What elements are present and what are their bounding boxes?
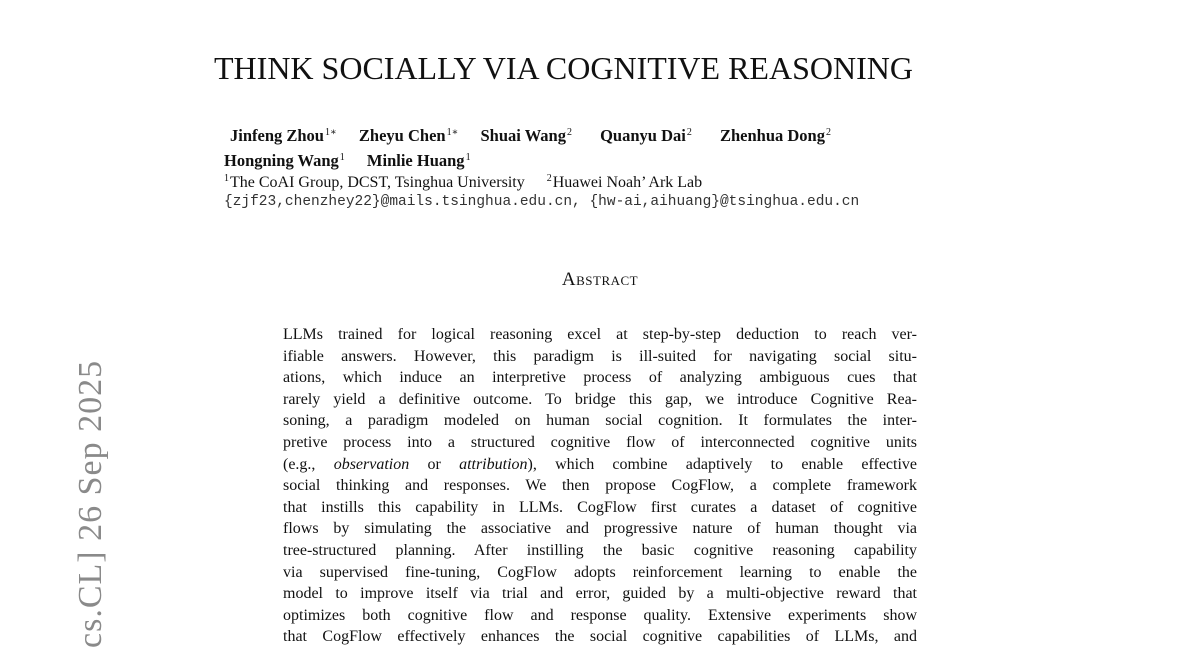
author: Zhenhua Dong$^2$	[719, 126, 831, 145]
author: Quanyu Dai$^2$	[600, 126, 692, 145]
author: Jinfeng Zhou$^{1∗}$	[230, 126, 337, 145]
abstract-line: via supervised fine-tuning, CogFlow adopts reinforcement learning to enable the	[283, 563, 917, 581]
abstract-line: that CogFlow effectively enhances the social cognitive capabilities of LLMs, and	[283, 628, 917, 646]
paper-title	[214, 48, 913, 88]
author: Zheyu Chen$^{1∗}$	[358, 126, 459, 145]
arxiv-side-stamp: cs.CL] 26 Sep 2025	[72, 359, 109, 648]
abstract-line: tree-structured planning. After instilling the basic cognitive reasoning capability	[283, 541, 917, 559]
author: Shuai Wang$^2$	[480, 126, 572, 145]
affiliation: $^1$The CoAI Group, DCST, Tsinghua University	[224, 173, 525, 191]
abstract-heading: Abstract	[561, 269, 639, 290]
author-emails[interactable]: {zjf23,chenzhey22}@mails.tsinghua.edu.cn, {hw-ai,aihuang}@tsinghua.edu.cn	[224, 194, 860, 210]
affiliation: $^2$Huawei Noah’ Ark Lab	[546, 173, 703, 191]
title-char: S	[321, 50, 340, 86]
abstract-line: ifiable answers. However, this paradigm is ill-suited for navigating social situ-	[283, 347, 917, 365]
abstract-line: optimizes both cognitive flow and response quality. Extensive experiments show	[283, 606, 917, 624]
title-word: EASONING	[749, 50, 913, 86]
abstract-line: flows by simulating the associative and progressive nature of human thought via	[283, 520, 917, 538]
abstract-line: model to improve itself via trial and error, guided by a multi-objective reward that	[283, 585, 917, 603]
title-word: OCIALLY VIA	[339, 50, 546, 86]
title-word: OGNITIVE	[567, 50, 729, 86]
abstract-line: LLMs trained for logical reasoning excel at step-by-step deduction to reach ver-	[283, 326, 917, 343]
author: Hongning Wang$^1$	[224, 151, 345, 170]
title-char: T	[214, 50, 234, 86]
abstract-line: that instills this capability in LLMs. CogFlow first curates a dataset of cognitive	[283, 498, 917, 516]
abstract-line: ations, which induce an interpretive process of analyzing ambiguous cues that	[283, 369, 917, 387]
author-line-1	[224, 122, 984, 147]
author-list	[224, 122, 984, 172]
abstract-line: rarely yield a definitive outcome. To bridge this gap, we introduce Cognitive Rea-	[283, 390, 917, 408]
abstract-line: social thinking and responses. We then propose CogFlow, a complete framework	[283, 477, 917, 495]
abstract-line: soning, a paradigm modeled on human social cognition. It formulates the inter-	[283, 412, 917, 430]
author: Minlie Huang$^1$	[366, 151, 471, 170]
abstract-line: pretive process into a structured cognitive flow of interconnected cognitive units	[283, 433, 917, 451]
title-char: C	[545, 50, 568, 86]
abstract-body	[283, 324, 917, 648]
abstract-line: (e.g., observation or attribution), which combine adaptively to enable effective	[283, 455, 917, 473]
title-word: HINK	[233, 50, 322, 86]
title-char: R	[728, 50, 750, 86]
